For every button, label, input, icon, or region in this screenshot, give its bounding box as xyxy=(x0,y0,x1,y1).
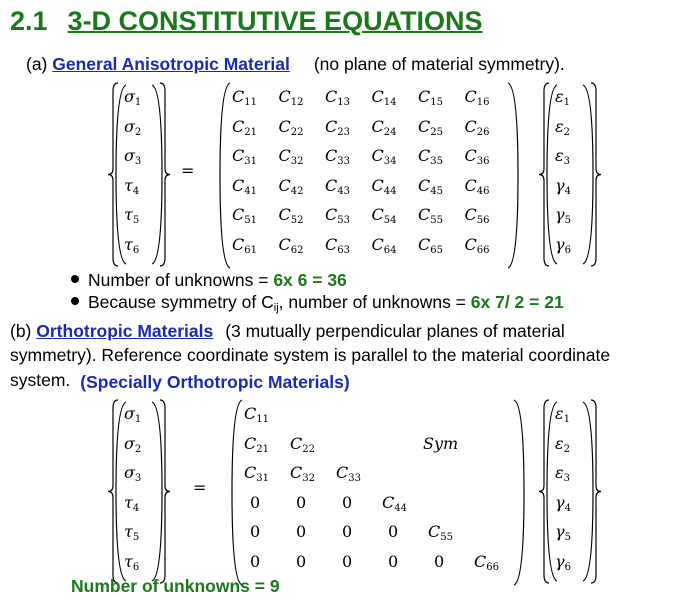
matrix-paren-right xyxy=(514,400,524,585)
stress-brace-right xyxy=(160,400,170,583)
matrix-entry: $C_{63}$ xyxy=(325,234,350,256)
bullet1-value: 6x 6 = 36 xyxy=(273,270,347,290)
bullet-unknowns xyxy=(71,270,347,291)
matrix-entry: $C_{35}$ xyxy=(418,146,443,167)
matrix-entry: $C_{45}$ xyxy=(418,175,443,197)
matrix-entry: $C_{21}$ xyxy=(232,116,257,138)
matrix-entry: $C_{11}$ xyxy=(232,87,257,108)
matrix-entry: $C_{31}$ xyxy=(232,146,257,167)
matrix-entry: 0 xyxy=(296,492,307,512)
strain-component: $\varepsilon_1$ xyxy=(555,404,570,425)
matrix-entry: 0 xyxy=(434,551,445,571)
strain-component: $\gamma_5$ xyxy=(555,205,571,226)
matrix-entry: $C_{32}$ xyxy=(278,146,304,167)
matrix-entry: $C_{55}$ xyxy=(428,522,453,543)
matrix-entry: $C_{13}$ xyxy=(325,87,350,108)
bullet2-text-a: Because symmetry of C xyxy=(88,292,274,312)
section-number: 2.1 xyxy=(10,6,48,36)
strain-brace-right xyxy=(591,83,601,266)
matrix-entry: $C_{15}$ xyxy=(418,87,443,108)
matrix-entry: $C_{36}$ xyxy=(464,146,490,167)
matrix-entry: 0 xyxy=(250,551,261,571)
matrix-entry: $C_{14}$ xyxy=(371,87,397,108)
bullet-symmetry xyxy=(71,292,564,314)
equals-sign: = xyxy=(193,477,207,497)
stress-component: $\sigma_3$ xyxy=(124,463,142,484)
matrix-entry: $C_{56}$ xyxy=(464,205,490,226)
strain-component: $\varepsilon_2$ xyxy=(555,116,570,138)
matrix-entry: 0 xyxy=(342,492,353,512)
stress-component: $\sigma_1$ xyxy=(124,87,142,108)
stress-component: $\tau_4$ xyxy=(124,175,140,197)
matrix-entry: $C_{46}$ xyxy=(464,175,490,197)
matrix-entry: $C_{16}$ xyxy=(464,87,490,108)
stress-component: $\sigma_3$ xyxy=(124,146,142,167)
bullet2-subscript: ij xyxy=(273,302,279,314)
bullet-dot xyxy=(71,297,79,305)
bullet2-text-b: , number of unknowns = xyxy=(278,292,471,312)
symmetric-label: Sym xyxy=(423,433,459,453)
equals-sign: = xyxy=(181,160,195,180)
matrix-paren-right xyxy=(508,83,518,268)
bullet-dot xyxy=(71,275,79,283)
matrix-entry: $C_{26}$ xyxy=(464,116,490,138)
matrix-entry: 0 xyxy=(296,522,307,541)
matrix-entry: $C_{25}$ xyxy=(418,116,443,138)
matrix-entry: $C_{31}$ xyxy=(244,463,269,484)
matrix-entry: $C_{66}$ xyxy=(464,234,490,256)
matrix-entry: $C_{61}$ xyxy=(232,234,257,256)
matrix-entry: 0 xyxy=(388,522,399,541)
stress-brace-right xyxy=(160,83,170,266)
strain-component: $\varepsilon_3$ xyxy=(555,146,570,167)
matrix-entry: 0 xyxy=(296,551,307,571)
matrix-entry: $C_{62}$ xyxy=(278,234,304,256)
matrix-entry: $C_{51}$ xyxy=(232,205,257,226)
matrix-entry: $C_{53}$ xyxy=(325,205,350,226)
part-a-heading-line xyxy=(26,54,565,75)
bullet2-value: 6x 7/ 2 = 21 xyxy=(470,292,564,312)
matrix-paren-left xyxy=(220,83,230,268)
part-b-heading-link[interactable]: Orthotropic Materials xyxy=(36,321,214,341)
stress-component: $\tau_6$ xyxy=(124,551,140,573)
strain-component: $\gamma_6$ xyxy=(555,551,571,573)
matrix-entry: $C_{12}$ xyxy=(278,87,304,108)
part-a-heading-link[interactable]: General Anisotropic Material xyxy=(52,54,290,74)
matrix-entry: $C_{41}$ xyxy=(232,175,257,197)
part-b-line3 xyxy=(10,370,350,391)
matrix-entry: $C_{24}$ xyxy=(371,116,397,138)
strain-component: $\varepsilon_2$ xyxy=(555,433,570,455)
part-b-line2: symmetry). Reference coordinate system is parallel to the material coordinate xyxy=(10,345,611,365)
matrix-entry: $C_{52}$ xyxy=(278,205,304,226)
section-heading: 3-D CONSTITUTIVE EQUATIONS xyxy=(67,6,483,36)
matrix-paren-left xyxy=(232,400,242,585)
matrix-entry: $C_{22}$ xyxy=(290,433,315,455)
matrix-entry: 0 xyxy=(250,522,261,541)
matrix-entry: $C_{33}$ xyxy=(336,463,361,484)
section-title xyxy=(10,6,483,37)
part-b-system: system. xyxy=(10,370,71,390)
strain-component: $\varepsilon_1$ xyxy=(555,87,570,108)
strain-component: $\gamma_4$ xyxy=(555,175,571,197)
matrix-entry: 0 xyxy=(342,551,353,571)
part-a-note: (no plane of material symmetry). xyxy=(313,54,565,74)
matrix-entry: $C_{33}$ xyxy=(325,146,350,167)
matrix-entry: 0 xyxy=(250,492,261,512)
matrix-entry: $C_{34}$ xyxy=(371,146,397,167)
part-a-prefix: (a) xyxy=(26,54,53,74)
matrix-entry: $C_{44}$ xyxy=(382,492,407,514)
specially-orthotropic-label: (Specially Orthotropic Materials) xyxy=(80,372,350,392)
matrix-entry: $C_{44}$ xyxy=(371,175,397,197)
strain-component: $\gamma_4$ xyxy=(555,492,571,514)
matrix-entry: $C_{22}$ xyxy=(278,116,304,138)
matrix-entry: $C_{54}$ xyxy=(371,205,397,226)
matrix-entry: $C_{66}$ xyxy=(474,551,499,573)
stress-component: $\tau_5$ xyxy=(124,205,140,226)
stress-component: $\sigma_2$ xyxy=(124,116,142,138)
matrix-entry: $C_{11}$ xyxy=(244,404,269,425)
matrix-entry: $C_{65}$ xyxy=(418,234,443,256)
stress-component: $\tau_6$ xyxy=(124,234,140,256)
matrix-entry: $C_{42}$ xyxy=(278,175,304,197)
matrix-entry: $C_{23}$ xyxy=(325,116,350,138)
part-b-note: (3 mutually perpendicular planes of material xyxy=(225,321,565,341)
matrix-entry: $C_{21}$ xyxy=(244,433,269,455)
bullet1-text: Number of unknowns = xyxy=(88,270,274,290)
stress-component: $\sigma_1$ xyxy=(124,404,142,425)
part-b-heading-line xyxy=(10,321,565,342)
strain-component: $\gamma_5$ xyxy=(555,522,571,543)
strain-component: $\varepsilon_3$ xyxy=(555,463,570,484)
orthotropic-unknowns: Number of unknowns = 9 xyxy=(71,576,280,596)
matrix-entry: 0 xyxy=(342,522,353,541)
matrix-entry: $C_{43}$ xyxy=(325,175,350,197)
strain-brace-right xyxy=(591,400,601,583)
stress-component: $\tau_5$ xyxy=(124,522,140,543)
stress-component: $\sigma_2$ xyxy=(124,433,142,455)
matrix-entry: $C_{64}$ xyxy=(371,234,397,256)
part-b-prefix: (b) xyxy=(10,321,37,341)
strain-component: $\gamma_6$ xyxy=(555,234,571,256)
matrix-entry: $C_{32}$ xyxy=(290,463,315,484)
stress-component: $\tau_4$ xyxy=(124,492,140,514)
matrix-entry: 0 xyxy=(388,551,399,571)
matrix-entry: $C_{55}$ xyxy=(418,205,443,226)
